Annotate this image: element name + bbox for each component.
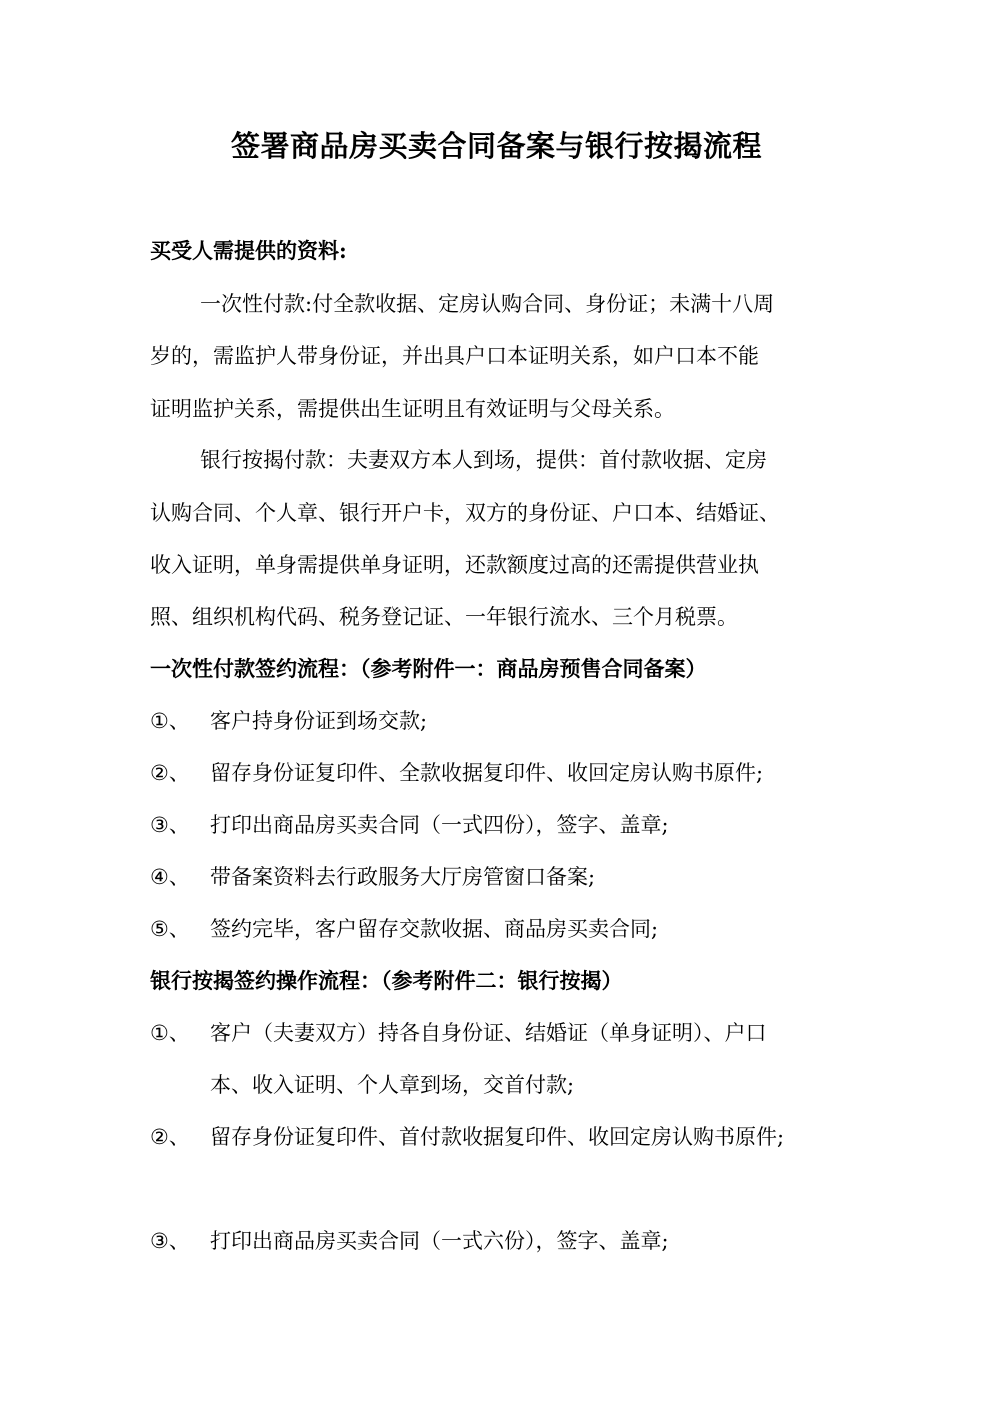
step-text: 留存身份证复印件、首付款收据复印件、收回定房认购书原件; <box>210 1125 785 1149</box>
mortgage-step <box>150 1226 669 1256</box>
mortgage-paragraph-line: 收入证明，单身需提供单身证明，还款额度过高的还需提供营业执 <box>150 553 759 577</box>
lump-sum-heading-end: ） <box>685 656 707 681</box>
step-text: 签约完毕，客户留存交款收据、商品房买卖合同; <box>210 917 659 941</box>
page-title: 签署商品房买卖合同备案与银行按揭流程 <box>230 129 762 163</box>
step-text: 留存身份证复印件、全款收据复印件、收回定房认购书原件; <box>210 761 764 785</box>
mortgage-paragraph-line: 认购合同、个人章、银行开户卡，双方的身份证、户口本、结婚证、 <box>150 501 780 525</box>
step-text: 打印出商品房买卖合同（一式四份），签字、盖章; <box>210 813 669 837</box>
step-number: ①、 <box>150 1021 190 1045</box>
step-number: ⑤、 <box>150 917 190 941</box>
materials-heading: 买受人需提供的资料: <box>150 238 347 263</box>
lump-sum-step <box>150 758 763 788</box>
lump-sum-section-heading <box>150 654 707 684</box>
step-number: ④、 <box>150 865 190 889</box>
step-number: ②、 <box>150 761 190 785</box>
step-text: 带备案资料去行政服务大厅房管窗口备案; <box>210 865 596 889</box>
step-text: 客户持身份证到场交款; <box>210 709 428 733</box>
lump-sum-step <box>150 914 658 944</box>
lump-sum-paragraph-line: 一次性付款:付全款收据、定房认购合同、身份证；未满十八周 <box>200 292 775 316</box>
lump-sum-heading-text: 一次性付款签约流程：（参考附件一： <box>150 656 497 681</box>
mortgage-step <box>150 1018 767 1048</box>
mortgage-paragraph-line: 银行按揭付款：夫妻双方本人到场，提供：首付款收据、定房 <box>200 448 767 472</box>
lump-sum-step <box>150 810 669 840</box>
step-number: ①、 <box>150 709 190 733</box>
mortgage-step-continuation: 本、收入证明、个人章到场，交首付款; <box>210 1073 575 1097</box>
step-text: 打印出商品房买卖合同（一式六份），签字、盖章; <box>210 1229 669 1253</box>
mortgage-section-heading: 银行按揭签约操作流程：（参考附件二：银行按揭） <box>150 968 623 993</box>
lump-sum-step <box>150 706 427 736</box>
lump-sum-paragraph-line: 岁的，需监护人带身份证，并出具户口本证明关系，如户口本不能 <box>150 344 759 368</box>
mortgage-paragraph-line: 照、组织机构代码、税务登记证、一年银行流水、三个月税票。 <box>150 605 738 629</box>
mortgage-step <box>150 1122 784 1152</box>
step-number: ②、 <box>150 1125 190 1149</box>
lump-sum-step <box>150 862 595 892</box>
step-number: ③、 <box>150 1229 190 1253</box>
lump-sum-heading-highlight: 商品房预售合同备案 <box>496 657 686 681</box>
step-text: 客户（夫妻双方）持各自身份证、结婚证（单身证明）、户口 <box>210 1021 767 1045</box>
lump-sum-paragraph-line: 证明监护关系，需提供出生证明且有效证明与父母关系。 <box>150 397 675 421</box>
step-number: ③、 <box>150 813 190 837</box>
